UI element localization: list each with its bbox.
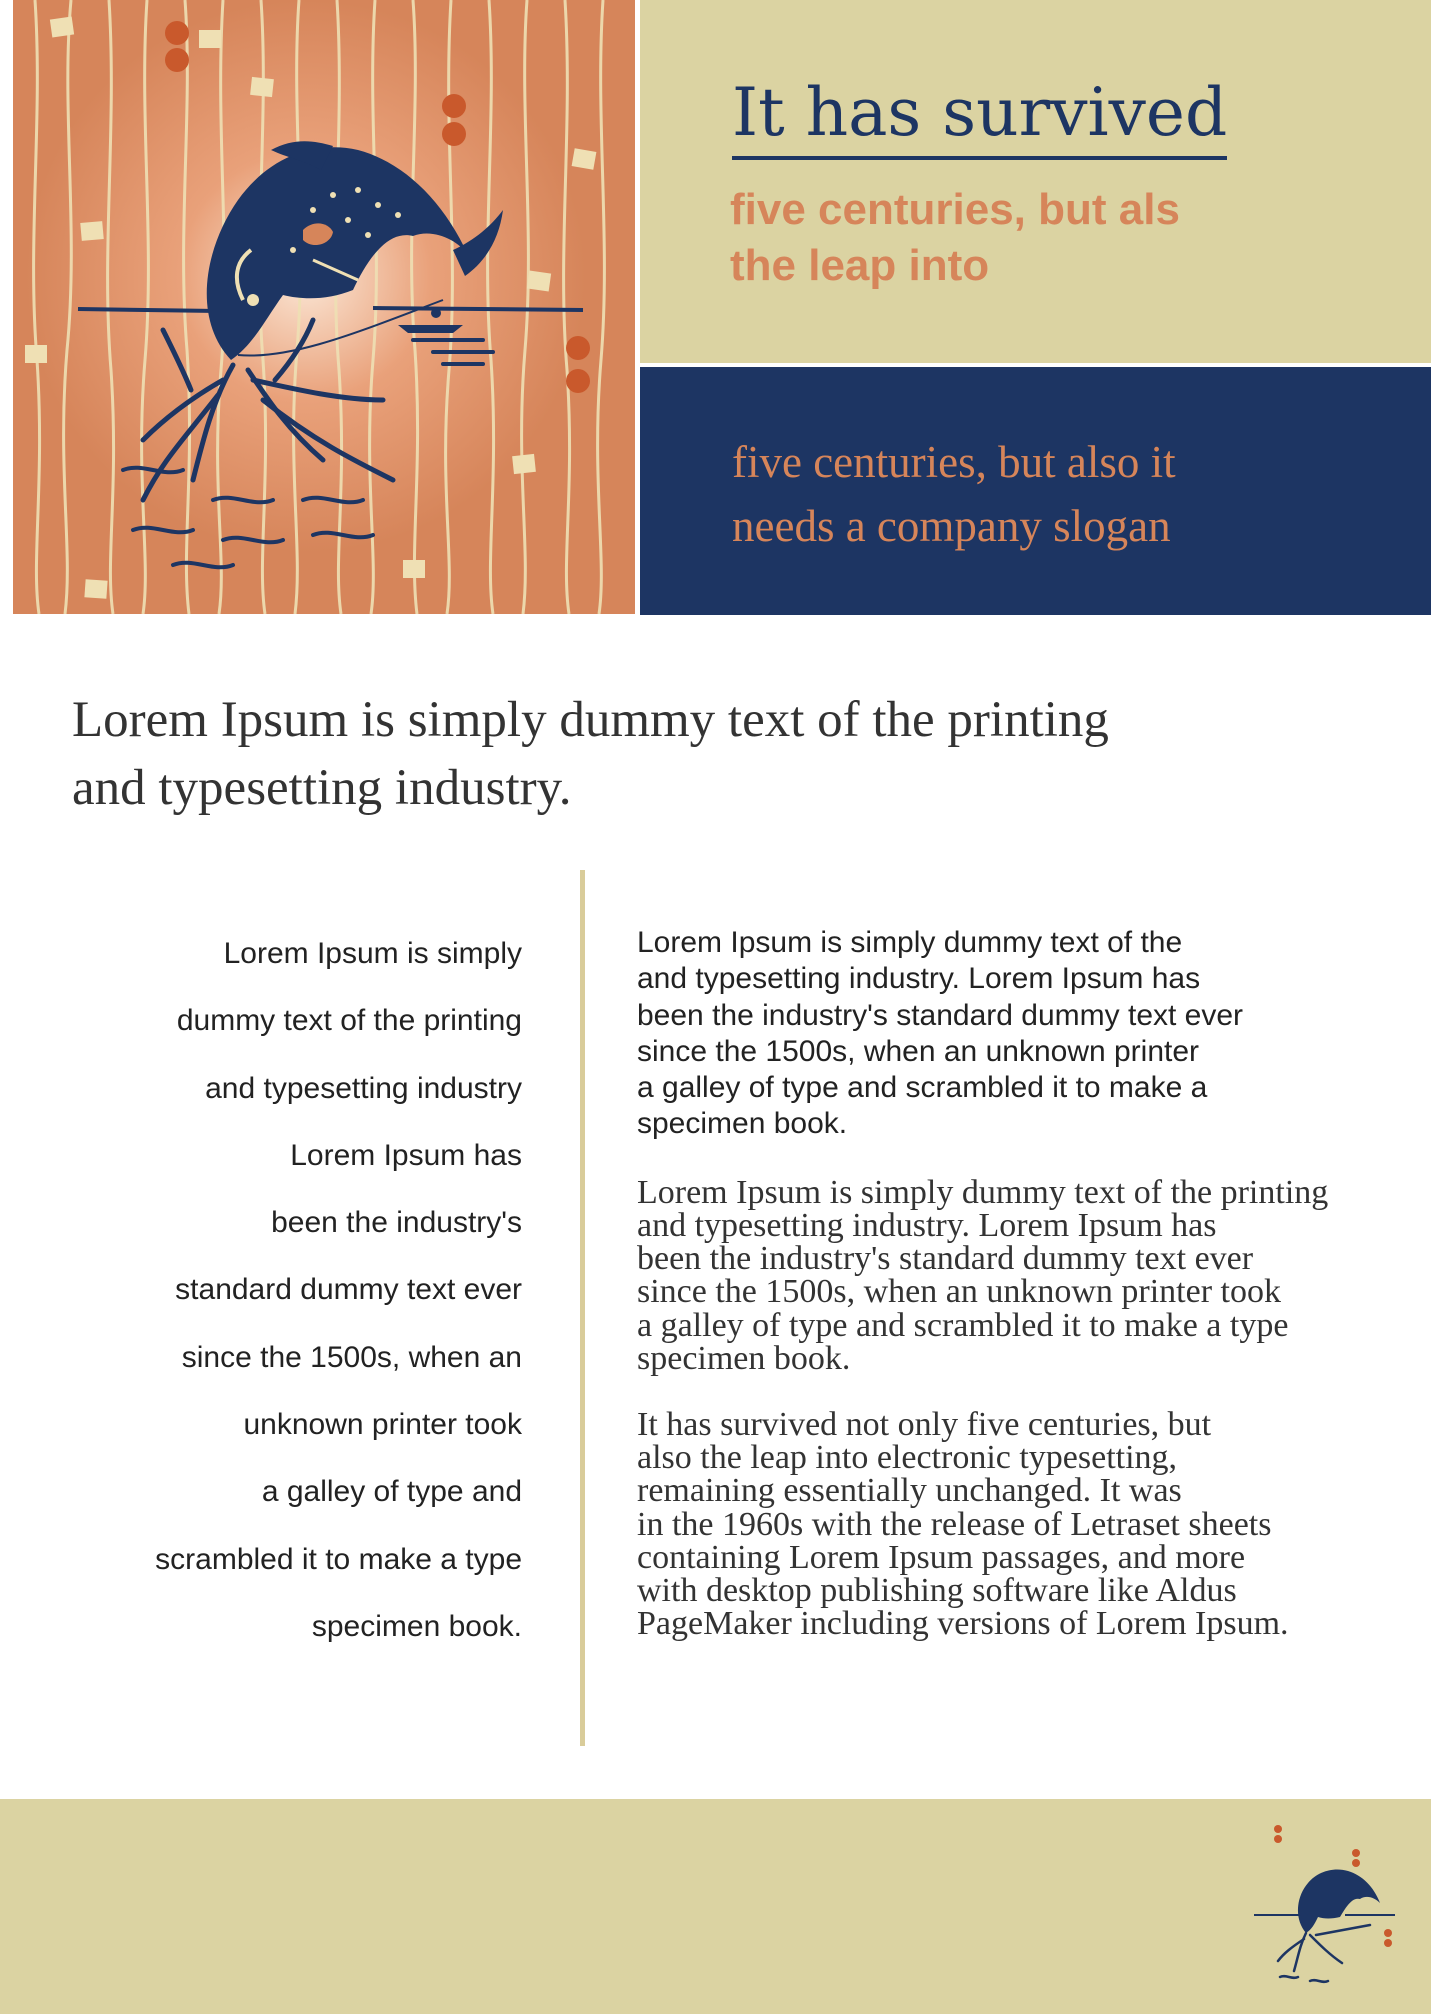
left-column-line: specimen book. [311, 1609, 522, 1643]
paragraph-3 [637, 1406, 1407, 1643]
paragraph-line: Lorem Ipsum is simply dummy text of the [637, 926, 1183, 959]
intro-line: and typesetting industry. [72, 760, 572, 816]
slogan-line: needs a company slogan [732, 501, 1171, 551]
hero-illustration [13, 0, 635, 614]
slogan-line: five centuries, but also it [732, 437, 1176, 487]
paragraph-line: and typesetting industry. Lorem Ipsum has [637, 1206, 1217, 1244]
headline: It has survived [732, 70, 1227, 160]
paragraph-line: Lorem Ipsum is simply dummy text of the printing [637, 1173, 1329, 1211]
paragraph-line: since the 1500s, when an unknown printer [637, 1034, 1200, 1068]
paragraph-line: in the 1960s with the release of Letraset sheets [637, 1505, 1272, 1543]
title-panel [640, 0, 1431, 363]
left-column [90, 920, 522, 1660]
leaping-fish-illustration [13, 0, 635, 614]
left-column-line: unknown printer took [243, 1408, 522, 1442]
left-column-line: and typesetting industry [205, 1071, 522, 1105]
left-column-line: been the industry's [271, 1206, 522, 1240]
paragraph-line: been the industry's standard dummy text ever [637, 1240, 1254, 1278]
slogan [732, 430, 1372, 558]
leaping-fish-logo-icon [1250, 1821, 1400, 1996]
left-column-line: scrambled it to make a type [155, 1542, 522, 1576]
paragraph-line: specimen book. [637, 1339, 851, 1377]
paragraph-line: remaining essentially unchanged. It was [637, 1472, 1182, 1510]
paragraph-line: been the industry's standard dummy text ever [637, 998, 1244, 1032]
column-divider [580, 870, 585, 1746]
subhead-line: the leap into [730, 241, 990, 290]
intro-heading [72, 686, 1372, 822]
left-column-line: Lorem Ipsum has [290, 1138, 522, 1172]
left-column-line: dummy text of the printing [176, 1004, 522, 1038]
paragraph-line: a galley of type and scrambled it to make a [637, 1071, 1208, 1105]
left-column-line: since the 1500s, when an [181, 1340, 522, 1374]
intro-line: Lorem Ipsum is simply dummy text of the printing [72, 692, 1109, 748]
paragraph-line: since the 1500s, when an unknown printer took [637, 1273, 1281, 1311]
left-column-line: Lorem Ipsum is simply [223, 937, 522, 970]
left-column-line: a galley of type and [261, 1475, 522, 1509]
paragraph-line: also the leap into electronic typesetting, [637, 1439, 1178, 1477]
paragraph-line: a galley of type and scrambled it to make a type [637, 1306, 1289, 1344]
subhead [730, 182, 1350, 294]
left-column-line: standard dummy text ever [175, 1273, 522, 1307]
paragraph-line: with desktop publishing software like Aldus [637, 1572, 1237, 1610]
paragraph-line: containing Lorem Ipsum passages, and more [637, 1538, 1246, 1576]
paragraph-2 [637, 1173, 1407, 1377]
subhead-line: five centuries, but als [730, 185, 1180, 234]
paragraph-line: It has survived not only five centuries, but [637, 1406, 1212, 1443]
paragraph-line: specimen book. [637, 1107, 848, 1141]
paragraph-1 [637, 925, 1407, 1143]
right-column [637, 925, 1407, 1643]
footer-band [0, 1799, 1431, 2014]
slogan-panel [640, 367, 1431, 615]
paragraph-line: PageMaker including versions of Lorem Ipsum. [637, 1605, 1289, 1643]
paragraph-line: and typesetting industry. Lorem Ipsum has [637, 962, 1201, 996]
